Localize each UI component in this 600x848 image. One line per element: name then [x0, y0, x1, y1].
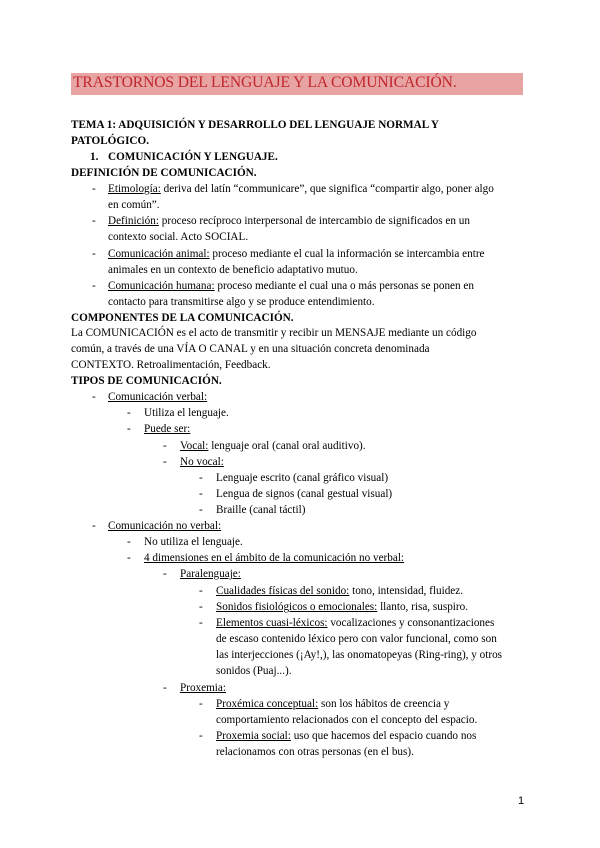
componentes-heading: COMPONENTES DE LA COMUNICACIÓN.	[71, 312, 294, 324]
comunicacion-no-verbal: Comunicación no verbal:	[108, 520, 222, 532]
definicion-item-animal-cont: animales en un contexto de beneficio adaptativo mutuo.	[108, 264, 358, 276]
cualidades-item	[216, 583, 463, 599]
proxemia-social-cont: relacionamos con otras personas (en el bus).	[216, 746, 414, 758]
no-vocal-item: Lengua de signos (canal gestual visual)	[216, 488, 393, 500]
cuasi-item	[216, 615, 494, 631]
bullet-dash: -	[163, 682, 167, 694]
bullet-dash: -	[92, 183, 96, 195]
document-title-banner	[71, 73, 523, 95]
cuasi-item-cont: las interjecciones (¡Ay!,), las onomatopeyas (Ring-ring), y otros	[216, 649, 503, 661]
bullet-dash: -	[199, 504, 203, 516]
tema-heading-line2: PATOLÓGICO.	[71, 135, 150, 147]
term: Comunicación animal:	[108, 248, 210, 260]
desc: llanto, risa, suspiro.	[377, 601, 469, 613]
definicion-item-definicion	[108, 213, 470, 229]
term: Elementos cuasi-léxicos:	[216, 617, 328, 629]
definicion-item-humana	[108, 278, 474, 294]
bullet-dash: -	[199, 698, 203, 710]
vocal-item	[180, 438, 366, 454]
componentes-text-line1: La COMUNICACIÓN es el acto de transmitir y recibir un MENSAJE mediante un código	[71, 327, 477, 339]
sonidos-item	[216, 599, 468, 615]
bullet-dash: -	[127, 407, 131, 419]
cuasi-item-cont: sonidos (Puaj...).	[216, 665, 292, 677]
no-verbal-uses: No utiliza el lenguaje.	[144, 536, 243, 548]
bullet-dash: -	[199, 488, 203, 500]
componentes-text-line3: CONTEXTO. Retroalimentación, Feedback.	[71, 359, 271, 371]
desc: lenguaje oral (canal oral auditivo).	[208, 440, 366, 452]
desc: son los hábitos de creencia y	[318, 698, 450, 710]
bullet-dash: -	[199, 617, 203, 629]
no-vocal-item: Braille (canal táctil)	[216, 504, 306, 516]
term: Comunicación humana:	[108, 280, 215, 292]
definicion-item-definicion-cont: contexto social. Acto SOCIAL.	[108, 231, 249, 243]
tipos-heading: TIPOS DE COMUNICACIÓN.	[71, 375, 222, 387]
definicion-item-animal	[108, 246, 485, 262]
cuasi-item-cont: de escaso contenido léxico pero con valor funcional, como son	[216, 633, 497, 645]
term: Proxémica conceptual:	[216, 698, 319, 710]
dimensiones: 4 dimensiones en el ámbito de la comunicación no verbal:	[144, 552, 405, 564]
bullet-dash: -	[127, 552, 131, 564]
desc: vocalizaciones y consonantizaciones	[327, 617, 495, 629]
paralenguaje: Paralenguaje:	[180, 568, 241, 580]
document-title: TRASTORNOS DEL LENGUAJE Y LA COMUNICACIÓN.	[73, 74, 457, 91]
bullet-dash: -	[199, 585, 203, 597]
section-title: COMUNICACIÓN Y LENGUAJE.	[108, 151, 278, 163]
term: Proxemia social:	[216, 730, 291, 742]
proxemia: Proxemia:	[180, 682, 226, 694]
bullet-dash: -	[92, 391, 96, 403]
proxemica-conceptual-item	[216, 696, 449, 712]
bullet-dash: -	[163, 568, 167, 580]
no-vocal: No vocal:	[180, 456, 224, 468]
proxemica-conceptual-cont: comportamiento relacionados con el concepto del espacio.	[216, 714, 478, 726]
term: Sonidos fisiológicos o emocionales:	[216, 601, 378, 613]
term: Definición:	[108, 215, 159, 227]
bullet-dash: -	[163, 440, 167, 452]
term: Vocal:	[180, 440, 209, 452]
desc: uso que hacemos del espacio cuando nos	[290, 730, 477, 742]
verbal-uses: Utiliza el lenguaje.	[144, 407, 229, 419]
bullet-dash: -	[199, 472, 203, 484]
bullet-dash: -	[92, 215, 96, 227]
bullet-dash: -	[127, 423, 131, 435]
bullet-dash: -	[92, 280, 96, 292]
section-number: 1.	[90, 151, 99, 163]
page-number: 1	[518, 795, 525, 807]
desc: proceso mediante el cual la información se intercambia entre	[209, 248, 485, 260]
comunicacion-verbal: Comunicación verbal:	[108, 391, 208, 403]
term: Etimología:	[108, 183, 161, 195]
definicion-item-humana-cont: contacto para transmitirse algo y se produce entendimiento.	[108, 296, 375, 308]
puede-ser: Puede ser:	[144, 423, 191, 435]
bullet-dash: -	[199, 601, 203, 613]
desc: tono, intensidad, fluidez.	[349, 585, 464, 597]
desc: proceso recíproco interpersonal de intercambio de significados en un	[158, 215, 470, 227]
definicion-item-etimologia	[108, 181, 494, 197]
proxemia-social-item	[216, 728, 476, 744]
no-vocal-item: Lenguaje escrito (canal gráfico visual)	[216, 472, 389, 484]
desc: deriva del latín “communicare”, que significa “compartir algo, poner algo	[160, 183, 494, 195]
definicion-item-etimologia-cont: en común”.	[108, 199, 160, 211]
bullet-dash: -	[163, 456, 167, 468]
componentes-text-line2: común, a través de una VÍA O CANAL y en una situación concreta denominada	[71, 343, 430, 355]
desc: proceso mediante el cual una o más personas se ponen en	[214, 280, 474, 292]
term: Cualidades físicas del sonido:	[216, 585, 350, 597]
bullet-dash: -	[92, 248, 96, 260]
bullet-dash: -	[127, 536, 131, 548]
bullet-dash: -	[92, 520, 96, 532]
tema-heading-line1: TEMA 1: ADQUISICIÓN Y DESARROLLO DEL LENGUAJE NORMAL Y	[71, 119, 439, 131]
definicion-heading: DEFINICIÓN DE COMUNICACIÓN.	[71, 167, 257, 179]
bullet-dash: -	[199, 730, 203, 742]
